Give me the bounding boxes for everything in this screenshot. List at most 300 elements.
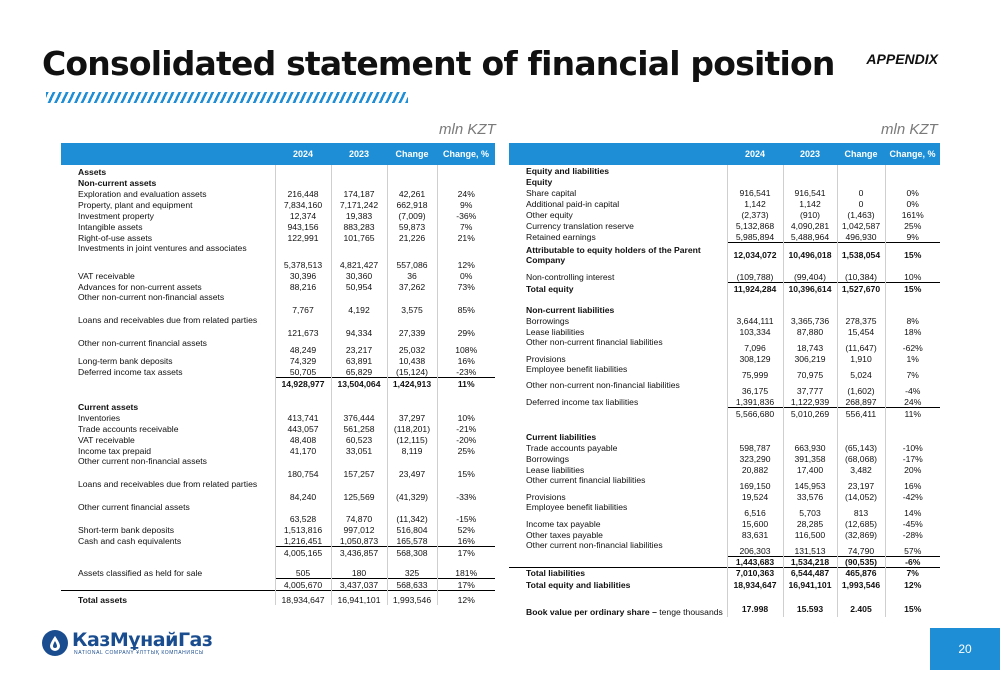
row-label: Other current non-financial liabilities xyxy=(526,540,663,550)
row-label: VAT receivable xyxy=(78,271,135,281)
row-value: (2,373) xyxy=(727,209,783,220)
row-value: 12,374 xyxy=(275,210,331,221)
row-value: 11% xyxy=(437,377,495,389)
row-value: 15,600 xyxy=(727,518,783,529)
row-label: Other non-current financial assets xyxy=(78,338,207,348)
row-value: 15.593 xyxy=(783,600,837,617)
row-value: (15,124) xyxy=(387,366,437,377)
row-value: -6% xyxy=(885,556,940,567)
row-value: 0% xyxy=(885,187,940,198)
row-value: 169,150 xyxy=(727,475,783,491)
row-value: 5,024 xyxy=(837,364,885,380)
row-label: Other non-current non-financial assets xyxy=(78,292,225,302)
row-value: 323,290 xyxy=(727,453,783,464)
row-value: 29% xyxy=(437,315,495,338)
table-row xyxy=(61,338,495,355)
row-value xyxy=(783,176,837,187)
row-value: 33,576 xyxy=(783,491,837,502)
row-value: 48,408 xyxy=(275,434,331,445)
row-value: 443,057 xyxy=(275,423,331,434)
row-value xyxy=(885,176,940,187)
row-value: 37,262 xyxy=(387,281,437,292)
row-value: 376,444 xyxy=(331,412,387,423)
row-label: Current liabilities xyxy=(526,432,597,442)
row-value: 7,096 xyxy=(727,337,783,353)
col-header-2023: 2023 xyxy=(799,149,821,159)
row-value: 5,703 xyxy=(783,502,837,518)
row-value: 4,090,281 xyxy=(783,220,837,231)
row-label: Short-term bank deposits xyxy=(78,525,175,535)
row-value: 87,880 xyxy=(783,326,837,337)
row-value: 116,500 xyxy=(783,529,837,540)
col-header-2023: 2023 xyxy=(348,149,370,159)
row-value: 4,192 xyxy=(331,292,387,315)
row-value: 5,378,513 xyxy=(275,243,331,270)
row-value: 206,303 xyxy=(727,540,783,556)
row-value xyxy=(783,419,837,431)
row-value: 18,743 xyxy=(783,337,837,353)
row-label xyxy=(509,590,727,600)
row-value: 12% xyxy=(885,578,940,590)
assets-header-bar xyxy=(61,143,495,165)
table-row xyxy=(61,479,495,502)
table-row xyxy=(509,464,940,475)
table-row xyxy=(509,165,940,176)
table-row xyxy=(61,210,495,221)
row-value: 1,513,816 xyxy=(275,524,331,535)
table-row xyxy=(509,518,940,529)
row-value: 568,633 xyxy=(387,578,437,590)
table-row xyxy=(509,502,940,518)
row-value: 17.998 xyxy=(727,600,783,617)
row-value: 10% xyxy=(437,412,495,423)
row-value: 50,705 xyxy=(275,366,331,377)
row-value: 308,129 xyxy=(727,353,783,364)
row-value: 15% xyxy=(437,456,495,479)
row-value xyxy=(727,590,783,600)
row-value: 70,975 xyxy=(783,364,837,380)
table-row xyxy=(61,456,495,479)
row-label: Income tax payable xyxy=(526,519,601,529)
row-value: 465,876 xyxy=(837,567,885,578)
row-value: -20% xyxy=(437,434,495,445)
row-label: Book value per ordinary share – tenge thousands xyxy=(526,607,723,617)
row-label: Non-current liabilities xyxy=(526,305,615,315)
row-value xyxy=(437,389,495,401)
row-value: 63,528 xyxy=(275,502,331,524)
row-label: Deferred income tax assets xyxy=(78,367,183,377)
row-value: 63,891 xyxy=(331,355,387,366)
row-value: 88,216 xyxy=(275,281,331,292)
row-value xyxy=(727,176,783,187)
row-value: 916,541 xyxy=(783,187,837,198)
row-value: -36% xyxy=(437,210,495,221)
row-value: 23,497 xyxy=(387,456,437,479)
row-value xyxy=(885,431,940,442)
row-value: 18% xyxy=(885,326,940,337)
row-value: 16% xyxy=(437,535,495,546)
table-row xyxy=(61,535,495,546)
row-label: Loans and receivables due from related parties xyxy=(78,479,258,489)
row-label: Advances for non-current assets xyxy=(78,282,202,292)
row-value: 1,538,054 xyxy=(837,242,885,267)
row-value: 8,119 xyxy=(387,445,437,456)
row-value: 181% xyxy=(437,558,495,578)
row-value: 30,396 xyxy=(275,270,331,281)
row-value: 157,257 xyxy=(331,456,387,479)
row-value: 7,767 xyxy=(275,292,331,315)
row-label: Equity xyxy=(526,177,553,187)
row-value: (109,788) xyxy=(727,267,783,282)
row-value: 413,741 xyxy=(275,412,331,423)
row-value: 3,482 xyxy=(837,464,885,475)
row-value: 19,524 xyxy=(727,491,783,502)
table-row xyxy=(509,396,940,407)
row-value xyxy=(837,431,885,442)
logo-subtitle: NATIONAL COMPANY ҰЛТТЫҚ КОМПАНИЯСЫ xyxy=(74,650,205,656)
row-value xyxy=(837,176,885,187)
table-row xyxy=(61,315,495,338)
row-value: 17% xyxy=(437,546,495,558)
table-row xyxy=(61,502,495,524)
table-row xyxy=(61,366,495,377)
table-row xyxy=(61,270,495,281)
row-value: 121,673 xyxy=(275,315,331,338)
col-header-2024: 2024 xyxy=(292,149,314,159)
row-value xyxy=(727,304,783,315)
row-value: 23,197 xyxy=(837,475,885,491)
table-row xyxy=(509,209,940,220)
table-row xyxy=(509,176,940,187)
row-value: 1,142 xyxy=(783,198,837,209)
row-label: Other equity xyxy=(526,210,573,220)
table-row xyxy=(509,364,940,380)
row-value: 16,941,101 xyxy=(783,578,837,590)
row-value: 25% xyxy=(885,220,940,231)
row-label: Total equity xyxy=(526,284,574,294)
table-row xyxy=(61,377,495,389)
row-value: 216,448 xyxy=(275,188,331,199)
row-label: Lease liabilities xyxy=(526,465,585,475)
row-value: 75,999 xyxy=(727,364,783,380)
row-value: 0 xyxy=(837,198,885,209)
row-value: 14,928,977 xyxy=(275,377,331,389)
row-value: (12,685) xyxy=(837,518,885,529)
row-value: 23,217 xyxy=(331,338,387,355)
table-row xyxy=(61,412,495,423)
row-value: 4,821,427 xyxy=(331,243,387,270)
row-value: 325 xyxy=(387,558,437,578)
row-value: 663,930 xyxy=(783,442,837,453)
row-value: 8% xyxy=(885,315,940,326)
row-value: (7,009) xyxy=(387,210,437,221)
row-value: 561,258 xyxy=(331,423,387,434)
row-value: 916,541 xyxy=(727,187,783,198)
row-value: 13,504,064 xyxy=(331,377,387,389)
row-value: 74,329 xyxy=(275,355,331,366)
row-value: 57% xyxy=(885,540,940,556)
table-row xyxy=(509,294,940,304)
row-value: (118,201) xyxy=(387,423,437,434)
row-value: 3,365,736 xyxy=(783,315,837,326)
table-row xyxy=(509,475,940,491)
row-value: 21% xyxy=(437,232,495,243)
row-value: 10% xyxy=(885,267,940,282)
row-value: 11,924,284 xyxy=(727,282,783,294)
row-value: (68,068) xyxy=(837,453,885,464)
row-value: -23% xyxy=(437,366,495,377)
table-row xyxy=(509,353,940,364)
row-value: 0% xyxy=(437,270,495,281)
row-value: 1,142 xyxy=(727,198,783,209)
row-value: (1,463) xyxy=(837,209,885,220)
row-label: Property, plant and equipment xyxy=(78,200,193,210)
table-row xyxy=(509,431,940,442)
table-row xyxy=(509,198,940,209)
row-value xyxy=(885,294,940,304)
table-row xyxy=(509,267,940,282)
row-value: (11,647) xyxy=(837,337,885,353)
table-row xyxy=(509,220,940,231)
table-row xyxy=(509,380,940,396)
row-value xyxy=(437,401,495,412)
row-label: Provisions xyxy=(526,492,566,502)
row-label: Investments in joint ventures and associates xyxy=(78,243,247,253)
row-label: Trade accounts receivable xyxy=(78,424,179,434)
table-row xyxy=(509,187,940,198)
row-value xyxy=(727,419,783,431)
row-value: 1,216,451 xyxy=(275,535,331,546)
row-value: (910) xyxy=(783,209,837,220)
row-value: 41,170 xyxy=(275,445,331,456)
row-value: 557,086 xyxy=(387,243,437,270)
row-value: 6,544,487 xyxy=(783,567,837,578)
row-value: 15% xyxy=(885,600,940,617)
row-value: 598,787 xyxy=(727,442,783,453)
row-value: 12% xyxy=(437,590,495,605)
row-value: 101,765 xyxy=(331,232,387,243)
unit-label-right: mln KZT xyxy=(881,121,938,138)
row-value xyxy=(837,165,885,176)
table-row xyxy=(61,232,495,243)
row-value: 18,934,647 xyxy=(275,590,331,605)
row-value: 17% xyxy=(437,578,495,590)
row-label: Borrowings xyxy=(526,316,569,326)
row-value: 883,283 xyxy=(331,221,387,232)
table-row xyxy=(61,177,495,188)
row-value: 556,411 xyxy=(837,407,885,419)
row-label: Other current financial liabilities xyxy=(526,475,646,485)
row-label: Non-controlling interest xyxy=(526,272,615,282)
logo-name: КазМұнайГаз xyxy=(72,629,213,651)
table-row xyxy=(61,590,495,605)
table-row xyxy=(61,188,495,199)
unit-label-left: mln KZT xyxy=(439,121,496,138)
table-row xyxy=(509,337,940,353)
table-row xyxy=(61,292,495,315)
row-label: Deferred income tax liabilities xyxy=(526,397,639,407)
table-row xyxy=(509,282,940,294)
table-row xyxy=(61,578,495,590)
table-row xyxy=(61,243,495,270)
row-value: 94,334 xyxy=(331,315,387,338)
table-row xyxy=(61,445,495,456)
row-label: Provisions xyxy=(526,354,566,364)
row-value: 278,375 xyxy=(837,315,885,326)
row-value: 65,829 xyxy=(331,366,387,377)
row-value: 306,219 xyxy=(783,353,837,364)
row-value xyxy=(783,165,837,176)
row-value: (99,404) xyxy=(783,267,837,282)
row-label: Employee benefit liabilities xyxy=(526,502,628,512)
row-value: 174,187 xyxy=(331,188,387,199)
row-value: -33% xyxy=(437,479,495,502)
row-value xyxy=(837,304,885,315)
row-value: 83,631 xyxy=(727,529,783,540)
row-value: 1,993,546 xyxy=(387,590,437,605)
row-value: 17,400 xyxy=(783,464,837,475)
table-row xyxy=(61,423,495,434)
row-value: 14% xyxy=(885,502,940,518)
row-value: 37,777 xyxy=(783,380,837,396)
row-value: 59,873 xyxy=(387,221,437,232)
row-value: 7,010,363 xyxy=(727,567,783,578)
row-label: Attributable to equity holders of the Parent Company xyxy=(526,244,701,265)
row-label: VAT receivable xyxy=(78,435,135,445)
table-row xyxy=(509,304,940,315)
col-header-change: Change xyxy=(844,149,878,159)
row-value: 7,171,242 xyxy=(331,199,387,210)
row-value xyxy=(885,304,940,315)
row-value: 3,436,857 xyxy=(331,546,387,558)
table-row xyxy=(61,221,495,232)
row-value: 5,010,269 xyxy=(783,407,837,419)
row-label xyxy=(61,389,275,401)
table-row xyxy=(509,529,940,540)
row-value: 268,897 xyxy=(837,396,885,407)
row-value xyxy=(437,177,495,188)
row-value: 2.405 xyxy=(837,600,885,617)
col-header-change-pct: Change, % xyxy=(889,149,936,159)
row-label: Non-current assets xyxy=(78,178,157,188)
row-value: 1,993,546 xyxy=(837,578,885,590)
row-value: 122,991 xyxy=(275,232,331,243)
row-value: 5,132,868 xyxy=(727,220,783,231)
row-value: 16% xyxy=(437,355,495,366)
row-value: 12% xyxy=(437,243,495,270)
row-value: 27,339 xyxy=(387,315,437,338)
row-value: 48,249 xyxy=(275,338,331,355)
row-value: 943,156 xyxy=(275,221,331,232)
row-value: -28% xyxy=(885,529,940,540)
row-label: Other taxes payable xyxy=(526,530,603,540)
row-value: 73% xyxy=(437,281,495,292)
row-label: Intangible assets xyxy=(78,222,143,232)
row-value xyxy=(387,389,437,401)
row-value: (12,115) xyxy=(387,434,437,445)
row-value: 20% xyxy=(885,464,940,475)
row-label: Current assets xyxy=(78,402,139,412)
row-value xyxy=(331,165,387,177)
row-value: 1,122,939 xyxy=(783,396,837,407)
row-value: 25% xyxy=(437,445,495,456)
table-row xyxy=(509,407,940,419)
row-label: Inventories xyxy=(78,413,121,423)
table-row xyxy=(509,442,940,453)
row-value: 18,934,647 xyxy=(727,578,783,590)
row-value xyxy=(727,431,783,442)
table-row xyxy=(61,546,495,558)
row-value xyxy=(331,177,387,188)
table-row xyxy=(509,326,940,337)
row-value: (41,329) xyxy=(387,479,437,502)
row-value: 1,424,913 xyxy=(387,377,437,389)
row-label xyxy=(509,294,727,304)
row-value: 10,496,018 xyxy=(783,242,837,267)
row-value: (14,052) xyxy=(837,491,885,502)
row-value: 103,334 xyxy=(727,326,783,337)
row-value: (32,869) xyxy=(837,529,885,540)
row-value xyxy=(727,165,783,176)
row-label: Currency translation reserve xyxy=(526,221,634,231)
row-value: 505 xyxy=(275,558,331,578)
row-label xyxy=(61,377,275,389)
row-value: 16% xyxy=(885,475,940,491)
row-value: 28,285 xyxy=(783,518,837,529)
row-value xyxy=(275,165,331,177)
table-row xyxy=(61,389,495,401)
row-value: 108% xyxy=(437,338,495,355)
table-row xyxy=(509,315,940,326)
row-label xyxy=(509,556,727,567)
table-row xyxy=(509,600,940,617)
row-value: (90,535) xyxy=(837,556,885,567)
row-value xyxy=(885,590,940,600)
row-value: -15% xyxy=(437,502,495,524)
assets-table xyxy=(61,165,495,605)
row-label: Cash and cash equivalents xyxy=(78,536,182,546)
row-value: 125,569 xyxy=(331,479,387,502)
row-value: 10,396,614 xyxy=(783,282,837,294)
row-value xyxy=(727,294,783,304)
row-value: 997,012 xyxy=(331,524,387,535)
drop-icon xyxy=(42,630,68,656)
row-value: 7% xyxy=(437,221,495,232)
table-row xyxy=(509,590,940,600)
row-value: 568,308 xyxy=(387,546,437,558)
company-logo xyxy=(42,630,212,656)
row-label: Equity and liabilities xyxy=(526,166,610,176)
row-value: 16,941,101 xyxy=(331,590,387,605)
row-label: Investment property xyxy=(78,211,154,221)
col-header-change-pct: Change, % xyxy=(442,149,489,159)
row-value: -21% xyxy=(437,423,495,434)
row-value: 85% xyxy=(437,292,495,315)
row-value: 662,918 xyxy=(387,199,437,210)
row-value: 50,954 xyxy=(331,281,387,292)
table-row xyxy=(509,578,940,590)
row-label: Other current non-financial assets xyxy=(78,456,207,466)
table-row xyxy=(509,491,940,502)
row-value xyxy=(275,177,331,188)
page-title: Consolidated statement of financial position xyxy=(42,44,835,83)
row-value: (1,602) xyxy=(837,380,885,396)
row-value: 52% xyxy=(437,524,495,535)
row-value: 5,566,680 xyxy=(727,407,783,419)
row-value: 180,754 xyxy=(275,456,331,479)
row-label: Exploration and evaluation assets xyxy=(78,189,207,199)
row-value: 145,953 xyxy=(783,475,837,491)
